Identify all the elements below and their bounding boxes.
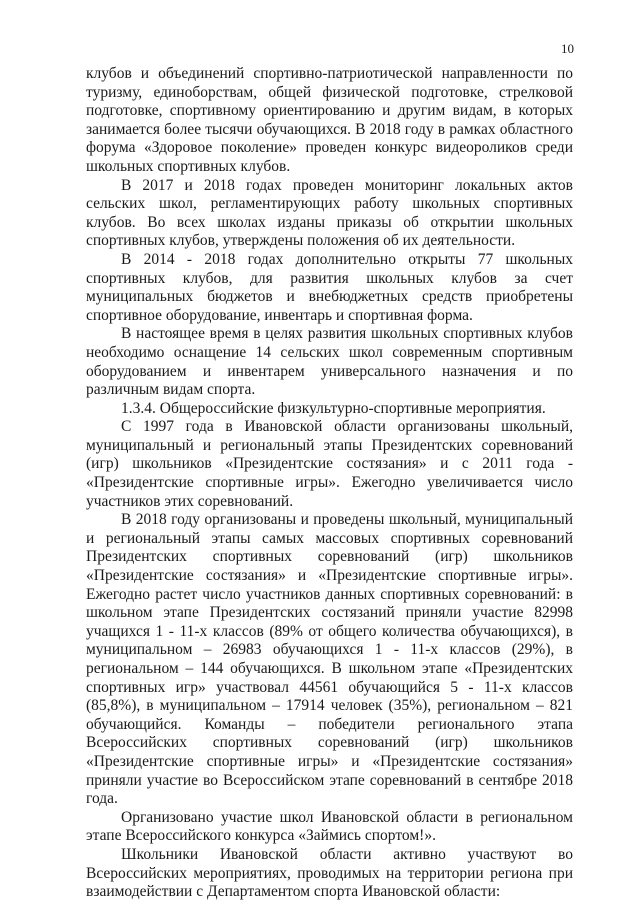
section-heading-1-3-4: 1.3.4. Общероссийские физкультурно-спортивные мероприятия. [121,399,546,417]
paragraph-all-russian-events: Школьники Ивановской области активно участвуют во Всероссийских мероприятиях, проводимых на территории региона при взаимодействии с Департаментом спорта Ивановской области: [86,845,573,901]
document-body [86,65,573,902]
paragraph-contest: Организовано участие школ Ивановской области в региональном этапе Всероссийского конкурса «Займись спортом!». [86,808,573,845]
paragraph-since-1997: С 1997 года в Ивановской области организованы школьный, муниципальный и региональный этапы Президентских соревнований (игр) школьников «Президентские состязания» и с 2011 года - «Президентские спортивные игры». Ежегодно увеличивается число участников этих соревнований. [86,418,573,510]
page-number: 10 [561,41,574,56]
paragraph-new-clubs: В 2014 - 2018 годах дополнительно открыты 77 школьных спортивных клубов, для развития школьных клубов за счет муниципальных бюджетов и внебюджетных средств приобретены спортивное оборудование, инвентарь и спортивная форма. [86,250,573,324]
paragraph-2018-competitions: В 2018 году организованы и проведены школьный, муниципальный и региональный этапы самых массовых спортивных соревнований Президентских спортивных соревнований (игр) школьников «Президентские состязания» и «Президентские спортивные игры». Ежегодно растет число участников данных спортивных соревнований: в школьном этапе Президентских состязаний приняли участие 82998 учащихся 1 - 11-х классов (89% от общего количества обучающихся), в муниципальном – 26983 обучающихся 1 - 11-х классов (29%), в региональном – 144 обучающихся. В школьном этапе «Президентских спортивных игр» участвовал 44561 обучающийся 5 - 11-х классов (85,8%), в муниципальном – 17914 человек (35%), региональном – 821 обучающийся. Команды – победители регионального этапа Всероссийских спортивных соревнований (игр) школьников «Президентские спортивные игры» и «Президентские состязания» приняли участие во Всероссийском этапе соревнований в сентябре 2018 года. [86,511,573,808]
paragraph-monitoring: В 2017 и 2018 годах проведен мониторинг локальных актов сельских школ, регламентирующих работу школьных спортивных клубов. Во всех школах изданы приказы об открытии школьных спортивных клубов, утверждены положения об их деятельности. [86,176,573,250]
paragraph-equipment-needs: В настоящее время в целях развития школьных спортивных клубов необходимо оснащение 14 сельских школ современным спортивным оборудованием и инвентарем универсального назначения и по различным видам спорта. [86,325,573,399]
paragraph-sports-clubs-continued: клубов и объединений спортивно-патриотической направленности по туризму, единоборствам, общей физической подготовке, стрелковой подготовке, спортивному ориентированию и другим видам, в которых занимается более тысячи обучающихся. В 2018 году в рамках областного форума «Здоровое поколение» проведен конкурс видеороликов среди школьных спортивных клубов. [86,65,573,175]
